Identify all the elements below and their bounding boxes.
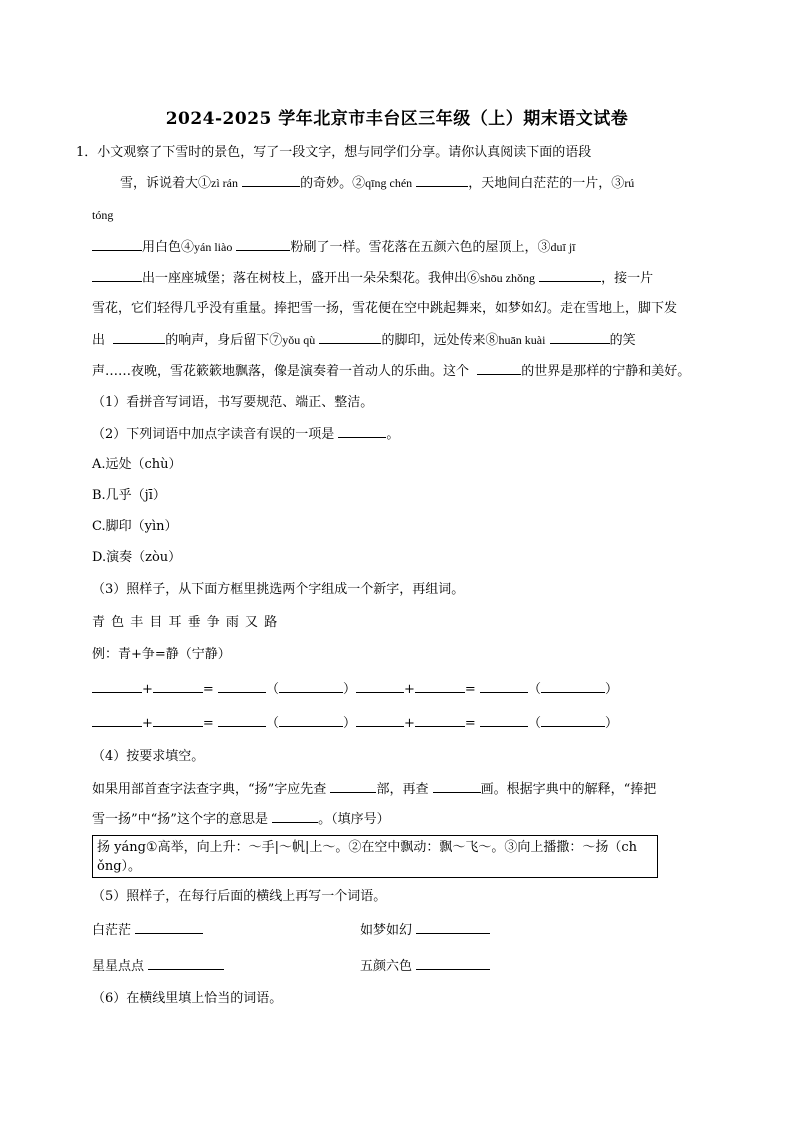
answer-blank[interactable] [356,679,404,693]
equals-sign: = [464,682,476,697]
formula-row-1 [92,679,724,700]
answer-blank[interactable] [415,713,465,727]
dictionary-entry-line-1: 扬 yáng①高举，向上升：～手|～帆|上～。②在空中飘动：飘～飞～。③向上播撒：～扬（ch [97,840,637,855]
sub-question-1: （1）看拼音写词语，书写要规范、端正、整洁。 [92,395,374,410]
passage-line-5 [92,330,724,351]
paren: （ [527,716,541,731]
answer-blank[interactable] [338,424,386,438]
word-row-1-col-2 [360,920,660,941]
character-list: 青 色 丰 目 耳 垂 争 雨 又 路 [92,615,278,630]
answer-blank[interactable] [416,173,468,187]
dictionary-line-1 [92,779,724,800]
sub-question-6: （6）在横线里填上恰当的词语。 [92,991,283,1006]
paren: （ [527,682,541,697]
pinyin: yán liào [194,240,233,254]
sub-question-3: （3）照样子，从下面方框里挑选两个字组成一个新字，再组词。 [92,582,465,597]
answer-blank[interactable] [272,809,318,823]
passage-text: ，接一片 [601,271,654,286]
passage-text: 用白色④ [142,240,195,255]
answer-blank[interactable] [279,679,343,693]
paren: （ [265,716,279,731]
pinyin: qīng chén [365,176,413,190]
answer-blank[interactable] [539,268,601,282]
option-c[interactable]: C.脚印（yìn） [92,519,178,534]
passage-text: 出 [92,333,106,348]
passage-text: 出一座座城堡；落在树枝上，盛开出一朵朵梨花。我伸出⑥ [142,271,481,286]
pinyin: yǒu qù [282,333,316,347]
answer-blank[interactable] [153,713,203,727]
answer-blank[interactable] [415,679,465,693]
answer-blank[interactable] [433,779,481,793]
paren: ） [342,682,356,697]
paren: ） [604,716,618,731]
equals-sign: = [464,716,476,731]
sub-question-2 [92,424,724,445]
plus-sign: + [142,716,153,731]
passage-text: 的世界是那样的宁静和美好。 [521,364,691,379]
paren: ） [342,716,356,731]
answer-blank[interactable] [477,361,521,375]
example-word: 如梦如幻 [360,923,413,938]
answer-blank[interactable] [242,173,300,187]
answer-blank[interactable] [92,237,142,251]
answer-blank[interactable] [279,713,343,727]
answer-blank[interactable] [319,330,381,344]
plus-sign: + [403,682,415,697]
sub-question-text: （2）下列词语中加点字读音有误的一项是 [92,427,335,442]
punctuation: 。 [386,427,400,442]
answer-blank[interactable] [218,713,266,727]
answer-blank[interactable] [541,713,605,727]
word-row-2-col-2 [360,956,660,977]
passage-text: 的笑 [609,333,636,348]
dictionary-entry-box [92,835,658,878]
passage-line-2 [92,237,724,258]
plus-sign: + [142,682,153,697]
question-text: 小文观察了下雪时的景色，写了一段文字，想与同学们分享。请你认真阅读下面的语段 [97,145,592,160]
option-d[interactable]: D.演奏（zòu） [92,550,182,565]
example-word: 星星点点 [92,959,145,974]
answer-blank[interactable] [218,679,266,693]
page-title: 2024-2025 学年北京市丰台区三年级（上）期末语文试卷 [165,109,629,129]
passage-text: 声……夜晚，雪花簌簌地飘落，像是演奏着一首动人的乐曲。这个 [92,364,470,379]
sub-question-text: 部，再查 [376,782,429,797]
equals-sign: = [202,716,214,731]
passage-text: 的脚印，远处传来⑧ [381,333,499,348]
sub-question-5: （5）照样子，在每行后面的横线上再写一个词语。 [92,889,387,904]
question-1-intro [76,143,708,163]
pinyin: huān kuài [498,333,546,347]
answer-blank[interactable] [416,920,490,934]
pinyin: shōu zhǒng [480,271,536,285]
passage-line-3 [92,268,724,289]
question-number: 1． [76,145,98,160]
example-word: 五颜六色 [360,959,413,974]
answer-blank[interactable] [236,237,290,251]
answer-blank[interactable] [148,956,224,970]
paren: ） [604,682,618,697]
answer-blank[interactable] [416,956,490,970]
answer-blank[interactable] [113,330,165,344]
option-a[interactable]: A.远处（chù） [92,457,182,472]
pinyin: zì rán [211,176,238,190]
passage-line-4: 雪花，它们轻得几乎没有重量。捧把雪一扬，雪花便在空中跳起舞来，如梦如幻。走在雪地上，脚下发 [92,301,678,316]
sub-question-text: 画。根据字典中的解释，“捧把 [480,782,657,797]
dictionary-entry-line-2: ǒng）。 [97,859,142,874]
answer-blank[interactable] [541,679,605,693]
answer-blank[interactable] [92,268,142,282]
pinyin: duī jī [550,240,576,254]
example-word: 白茫茫 [92,923,132,938]
answer-blank[interactable] [480,679,528,693]
answer-blank[interactable] [135,920,203,934]
passage-text: 雪，诉说着大① [120,176,212,191]
pinyin-continued: tóng [92,208,114,222]
answer-blank[interactable] [480,713,528,727]
passage-line-1 [120,173,752,194]
answer-blank[interactable] [92,713,142,727]
sub-question-text: 如果用部首查字法查字典，“扬”字应先查 [92,782,327,797]
passage-text: 的奇妙。② [300,176,366,191]
passage-text: ，天地间白茫茫的一片，③ [468,176,625,191]
answer-blank[interactable] [550,330,610,344]
example: 例：青+争=静（宁静） [92,647,231,662]
sub-question-text: 。（填序号） [318,812,390,827]
answer-blank[interactable] [356,713,404,727]
answer-blank[interactable] [330,779,376,793]
option-b[interactable]: B.几乎（jī） [92,488,166,503]
dictionary-line-2 [92,809,724,830]
equals-sign: = [202,682,214,697]
sub-question-4: （4）按要求填空。 [92,749,205,764]
answer-blank[interactable] [153,679,203,693]
plus-sign: + [403,716,415,731]
formula-row-2 [92,713,724,734]
passage-text: 的响声，身后留下⑦ [165,333,283,348]
pinyin: rú [624,176,635,190]
paren: （ [265,682,279,697]
passage-line-6 [92,361,724,382]
passage-text: 粉刷了一样。雪花落在五颜六色的屋顶上，③ [290,240,551,255]
sub-question-text: 雪一扬”中“扬”这个字的意思是 [92,812,268,827]
answer-blank[interactable] [92,679,142,693]
